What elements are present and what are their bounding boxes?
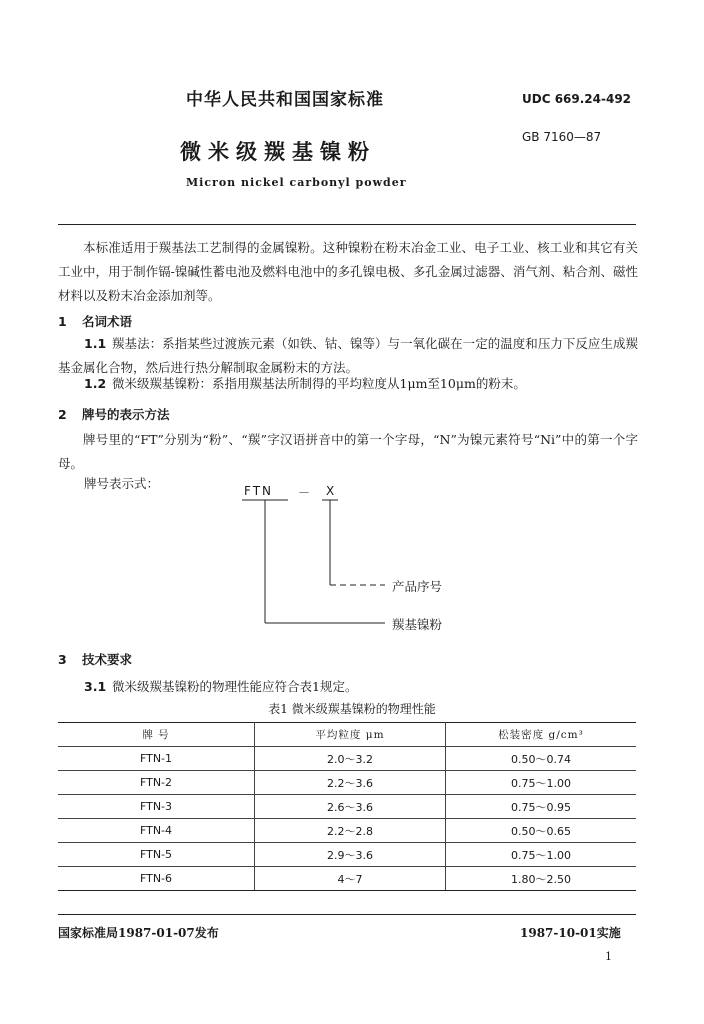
- gb-code: GB 7160—87: [522, 130, 602, 144]
- header-particle-size: 平均粒度 μm: [255, 723, 446, 747]
- section-2-number: 2: [58, 407, 67, 422]
- cell-grade: FTN-6: [58, 867, 255, 891]
- item-3-1-number: 3.1: [84, 679, 107, 694]
- table-row: [58, 771, 636, 795]
- section-2-title: 牌号的表示方法: [82, 407, 170, 422]
- table-row: [58, 867, 636, 891]
- cell-bulk-density: 0.75～0.95: [446, 795, 637, 819]
- cell-bulk-density: 0.75～1.00: [446, 771, 637, 795]
- cell-grade: FTN-1: [58, 747, 255, 771]
- cell-particle-size: 2.9～3.6: [255, 843, 446, 867]
- section-3-heading: [58, 650, 132, 668]
- item-1-2-text: 微米级羰基镍粉：系指用羰基法所制得的平均粒度从1μm至10μm的粉末。: [112, 376, 526, 391]
- intro-paragraph: 本标准适用于羰基法工艺制得的金属镍粉。这种镍粉在粉末冶金工业、电子工业、核工业和其它有关工业中，用于制作镉-镍碱性蓄电池及燃料电池中的多孔镍电极、多孔金属过滤器、消气剂、粘合剂、磁性材料以及粉末冶金添加剂等。: [58, 240, 638, 303]
- section-1-title: 名词术语: [82, 314, 133, 329]
- diagram-serial: X: [326, 484, 337, 498]
- cell-bulk-density: 0.75～1.00: [446, 843, 637, 867]
- standard-org: 中华人民共和国国家标准: [186, 90, 384, 110]
- section-2-heading: [58, 405, 170, 423]
- item-3-1: [84, 677, 357, 695]
- section-3-title: 技术要求: [82, 652, 133, 667]
- cell-particle-size: 2.2～3.6: [255, 771, 446, 795]
- diagram-code: FTN: [244, 484, 273, 498]
- item-1-1-number: 1.1: [84, 336, 107, 351]
- top-rule: [58, 224, 636, 225]
- cell-grade: FTN-3: [58, 795, 255, 819]
- section-3-number: 3: [58, 652, 67, 667]
- document-title: 微米级羰基镍粉: [180, 139, 376, 164]
- section-1-heading: [58, 312, 132, 330]
- effective-date: 1987-10-01实施: [520, 926, 621, 940]
- cell-grade: FTN-2: [58, 771, 255, 795]
- item-3-1-text: 微米级羰基镍粉的物理性能应符合表1规定。: [112, 679, 358, 694]
- cell-bulk-density: 0.50～0.65: [446, 819, 637, 843]
- cell-particle-size: 2.0～3.2: [255, 747, 446, 771]
- designation-diagram-lines: [230, 496, 400, 636]
- diagram-label-name: 羰基镍粉: [392, 617, 443, 632]
- table-row: [58, 843, 636, 867]
- section-2-format-line: 牌号表示式：: [84, 476, 160, 491]
- issued-by: 国家标准局1987-01-07发布: [58, 926, 219, 940]
- cell-particle-size: 2.2～2.8: [255, 819, 446, 843]
- udc-code: UDC 669.24-492: [522, 92, 632, 106]
- cell-grade: FTN-4: [58, 819, 255, 843]
- document-subtitle: Micron nickel carbonyl powder: [186, 176, 407, 189]
- table-row: [58, 747, 636, 771]
- header-grade: 牌 号: [58, 723, 255, 747]
- cell-bulk-density: 1.80～2.50: [446, 867, 637, 891]
- cell-grade: FTN-5: [58, 843, 255, 867]
- item-1-2: [84, 374, 526, 392]
- section-1-number: 1: [58, 314, 67, 329]
- item-1-1: [58, 332, 638, 380]
- physical-properties-table: [58, 722, 636, 891]
- section-2-paragraph: 牌号里的“FT”分别为“粉”、“羰”字汉语拼音中的第一个字母，“N”为镍元素符号“Ni”中的第一个字母。: [58, 432, 638, 471]
- header-bulk-density: 松装密度 g/cm³: [446, 723, 637, 747]
- table-row: [58, 819, 636, 843]
- cell-particle-size: 2.6～3.6: [255, 795, 446, 819]
- bottom-rule: [58, 914, 636, 915]
- cell-bulk-density: 0.50～0.74: [446, 747, 637, 771]
- item-1-2-number: 1.2: [84, 376, 107, 391]
- diagram-label-serial: 产品序号: [392, 579, 443, 594]
- item-1-1-text: 羰基法：系指某些过渡族元素（如铁、钴、镍等）与一氧化碳在一定的温度和压力下反应生成羰基金属化合物，然后进行热分解制取金属粉末的方法。: [58, 336, 638, 375]
- page-number: 1: [605, 950, 612, 963]
- diagram-dash: －: [298, 486, 313, 500]
- cell-particle-size: 4～7: [255, 867, 446, 891]
- table-row: [58, 795, 636, 819]
- table-caption: 表1 微米级羰基镍粉的物理性能: [268, 702, 436, 716]
- table-header-row: [58, 723, 636, 747]
